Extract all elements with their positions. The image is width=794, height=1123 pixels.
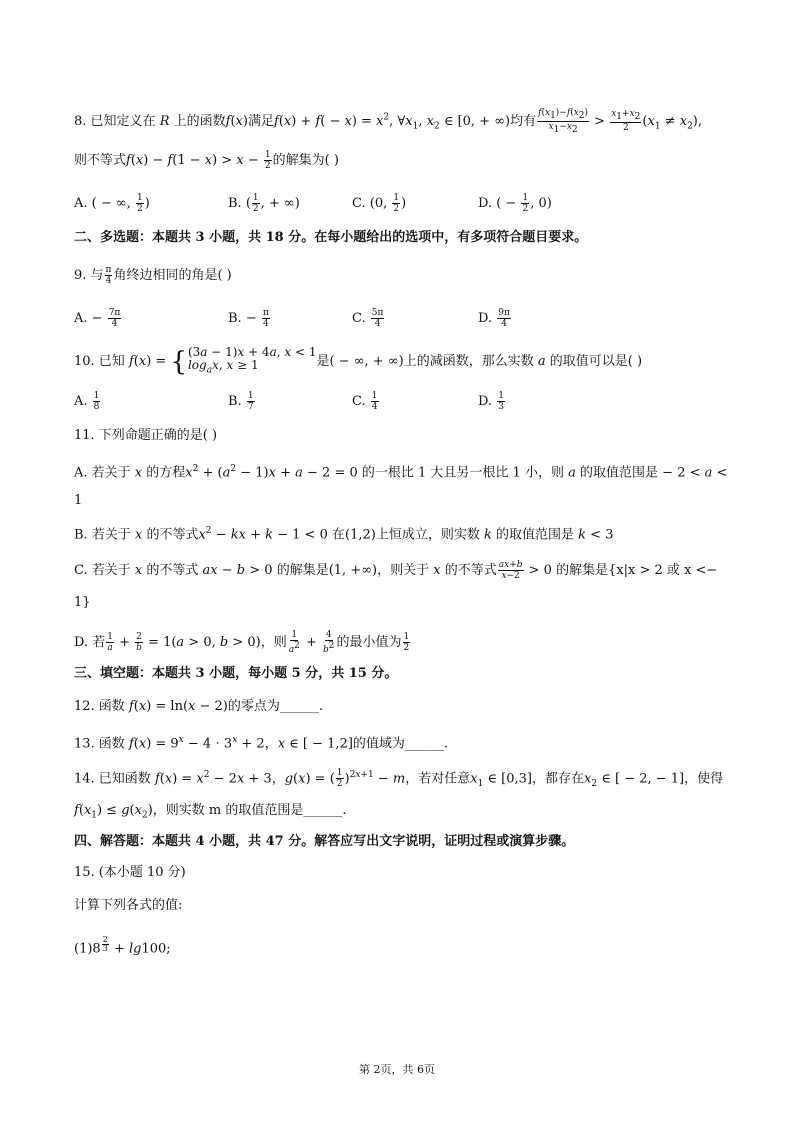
q13: 13. 函数 $f(x) = 9^x - 4 \cdot 3^x + 2$，x ∈ [ − 1,2]的值域为______. [74, 735, 449, 752]
q8-text: 则不等式 [74, 153, 127, 168]
q9-option-b: B. − $\frac{\pi}{4}$ [228, 308, 269, 329]
q8-option-a: A. ( − ∞, $\frac{1}{2}$ ) [74, 193, 150, 214]
q11-option-d: D. 若 $\frac{1}{a}$ + $\frac{2}{b}$ = 1(a > 0, b > 0)，则 $\frac{1}{a^2}$ + $\frac{4}{b^2}$ 的最小值为 $\frac{1}{2}$ [74, 630, 410, 655]
q8-text: 均有 [510, 113, 537, 129]
section-4-heading: 四、解答题：本题共 4 小题，共 47 分。解答应写出文字说明，证明过程或演算步骤。 [74, 834, 575, 849]
q10-option-b: B. $\frac{1}{7}$ [228, 391, 254, 412]
q11-option-c: C. 若关于 x 的不等式 ax − b > 0 的解集是(1, +∞)，则关于 x 的不等式 $\frac{ax+b}{x-2}$ > 0 的解集是{x|x > 2 或 x <− [74, 560, 718, 581]
q9-option-d: D. $\frac{9\pi}{4}$ [478, 308, 510, 329]
q8-line1: 8. 已知定义在 R 上的函数f(x)满足$f(x) + f( - x) = x^2$, $\forall x_1$, $x_2$ ∈ [0, + ∞)均有 $\frac{f(x_1)-f(x_2)}{x_1-x_2}$ > $\frac{x_1+x_2}{2}$ $(x_1 \ne x_2)$, [74, 108, 703, 135]
q15-sub: 计算下列各式的值: [74, 898, 183, 913]
section-2-heading: 二、多选题：本题共 3 小题，共 18 分。在每小题给出的选项中，有多项符合题目要求。 [74, 230, 588, 245]
q8-line2: 则不等式f(x) − f(1 − x) > x − $\frac{1}{2}$ 的解集为( ) [74, 150, 339, 171]
q14-line2: $f(x_1) \le g(x_2)$，则实数 m 的取值范围是______. [74, 803, 347, 821]
q12: 12. 函数 f(x) = ln(x − 2)的零点为______. [74, 699, 324, 714]
q8-option-b: B. ( $\frac{1}{2}$ , + ∞) [228, 193, 300, 214]
q9-stem: 9. 与 $\frac{\pi}{4}$ 角终边相同的角是( ) [74, 265, 232, 286]
q10-option-a: A. $\frac{1}{8}$ [74, 391, 100, 412]
q8-option-d: D. ( − $\frac{1}{2}$ , 0) [478, 193, 552, 214]
q11-option-a-cont: 1 [74, 493, 83, 508]
q10-stem: 10. 已知 f(x) = { (3a − 1)x + 4a, x < 1 $\log_ax$, x ≥ 1 是( − ∞, + ∞)上的减函数，那么实数 a 的取值可以是( ) [74, 345, 643, 377]
q11-option-c-cont: 1} [74, 595, 91, 610]
q14-line1: 14. 已知函数 $f(x) = x^2 - 2x + 3$，g(x) = ( $\frac{1}{2}$ )$^{2x+1}$ − m，若对任意$x_1$ ∈ [0,3]，都存在$x_2$ ∈ [ − 2, − 1]，使得 [74, 768, 724, 790]
q11-option-a: A. 若关于 x 的方程$x^2 + (a^2 - 1)x + a - 2 = 0$ 的一根比 1 大且另一根比 1 小，则 a 的取值范围是 − 2 < a < [74, 464, 728, 481]
q9-option-a: A. − $\frac{7\pi}{4}$ [74, 308, 121, 329]
q8-text: 8. 已知定义在 [74, 113, 156, 129]
page-footer: 第 2页，共 6页 [359, 1063, 435, 1076]
q15-item-1: (1)8 $^{\frac{2}{3}}$ + lg100; [74, 935, 171, 957]
q8-text: 的解集为( ) [272, 153, 339, 168]
q10-option-c: C. $\frac{1}{4}$ [352, 391, 378, 412]
q9-option-c: C. $\frac{5\pi}{4}$ [352, 308, 384, 329]
q10-option-d: D. $\frac{1}{3}$ [478, 391, 504, 412]
q8-text: 满足 [247, 113, 274, 129]
q8-option-c: C. (0, $\frac{1}{2}$ ) [352, 193, 407, 214]
section-3-heading: 三、填空题：本题共 3 小题，每小题 5 分，共 15 分。 [74, 666, 398, 681]
q15-title: 15. (本小题 10 分) [74, 865, 186, 880]
q11-title: 11. 下列命题正确的是( ) [74, 428, 218, 443]
q8-text: 上的函数 [173, 113, 226, 129]
q11-option-b: B. 若关于 x 的不等式$x^2$ − kx + k − 1 < 0 在(1,2)上恒成立，则实数 k 的取值范围是 k < 3 [74, 526, 614, 543]
